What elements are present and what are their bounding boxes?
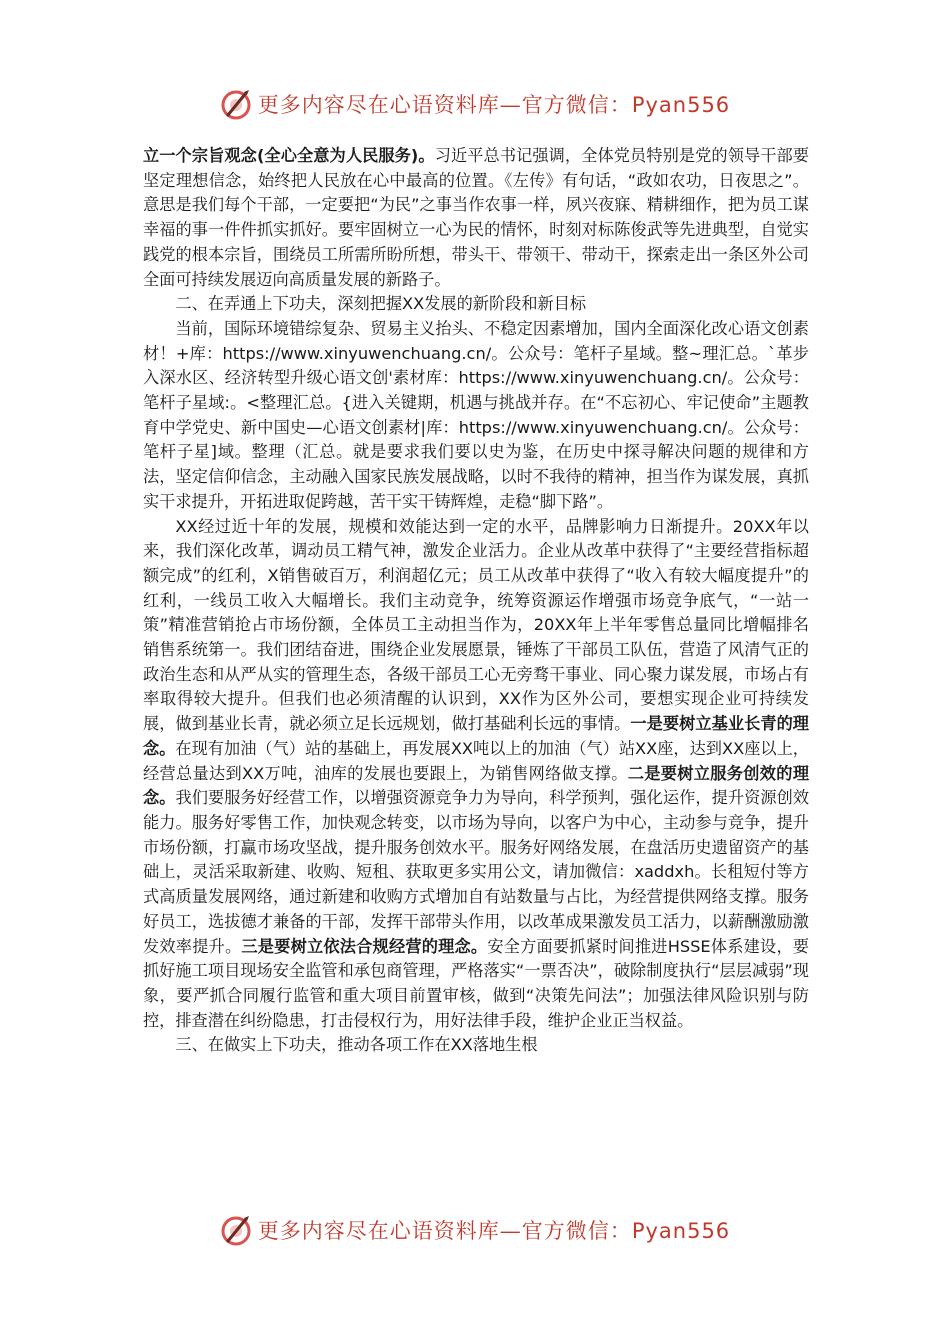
banner-text: 更多内容尽在心语资料库—官方微信：Pyan556 (257, 93, 731, 117)
text-span: 安全方面要抓紧时间推进HSSE体系建设，要抓好施工项目现场安全监管和承包商管理，严格落实“一票否决”，破除制度执行“层层减弱”现象，要严抓合同履行监管和重大项目前置审核，做到“决策先问法”；加强法律风险识别与防控，排查潜在纠纷隐患，打击侵权行为，用好法律手段，维护企业正当权益。 (143, 936, 810, 1030)
text-span: 三、在做实上下功夫，推动各项工作在XX落地生根 (175, 1035, 538, 1055)
bold-text: 一是要树立基业长青的理念。 (143, 714, 809, 758)
paragraph (143, 292, 809, 317)
document-body (143, 144, 809, 1058)
text-span: 当前，国际环境错综复杂、贸易主义抬头、不稳定因素增加，国内全面深化改心语文创素材！+库：https://www.xinyuwenchuang.cn/。公众号：笔杆子星域。整~理汇总。`革步入深水区、经济转型升级心语文创'素材库：https://www.xinyuwenchuang.cn/。公众号：笔杆子星域:。<整理汇总。{进入关键期，机遇与挑战并存。在“不忘初心、牢记使命”主题教育中学党史、新中国史—心语文创素材|库：https://www.xinyuwenchuang.cn/。公众号：笔杆子星]域。整理（汇总。就是要求我们要以史为鉴，在历史中探寻解决问题的规律和方法，坚定信仰信念，主动融入国家民族发展战略，以时不我待的精神，担当作为谋发展，真抓实干求提升，开拓进取促跨越，苦干实干铸辉煌，走稳“脚下路”。 (143, 318, 809, 511)
bold-text: 二是要树立服务创效的理念。 (143, 763, 810, 808)
text-span: 我们要服务好经营工作，以增强资源竞争力为导向，科学预判，强化运作，提升资源创效能力。服务好零售工作，加快观念转变，以市场为导向，以客户为中心，主动参与竞争，提升市场份额，打赢市场攻坚战，提升服务创效水平。服务好网络发展，在盘活历史遗留资产的基础上，灵活采取新建、收购、短租、获取更多实用公文，请加微信：xaddxh。长租短付等方式高质量发展网络，通过新建和收购方式增加自有站数量与占比，为经营提供网络支撑。服务好员工，选拔德才兼备的干部，发挥干部带头作用，以改革成果激发员工活力，以薪酬激励激发效率提升。 (143, 788, 810, 956)
paragraph (143, 1033, 809, 1058)
text-span: 二、在弄通上下功夫，深刻把握XX发展的新阶段和新目标 (175, 294, 587, 314)
bold-text: 三是要树立依法合规经营的理念。 (241, 936, 488, 956)
bold-text: 立一个宗旨观念(全心全意为人民服务)。 (143, 146, 435, 165)
footer-banner (0, 1210, 950, 1250)
banner-text: 更多内容尽在心语资料库—官方微信：Pyan556 (257, 1219, 731, 1243)
wechat-id: Pyan556 (631, 93, 731, 117)
text-span: 习近平总书记强调，全体党员特别是党的领导干部要坚定理想信念，始终把人民放在心中最高的位置。《左传》有句话，“政如农功，日夜思之”。意思是我们每个干部，一定要把“为民”之事当作农事一样，夙兴夜寐、精耕细作，把为员工谋幸福的事一件件抓实抓好。要牢固树立一心为民的情怀，时刻对标陈俊武等先进典型，自觉实践党的根本宗旨，围绕员工所需所盼所想，带头干、带领干、带动干，探索走出一条区外公司全面可持续发展迈向高质量发展的新路子。 (143, 146, 810, 289)
header-banner (0, 84, 950, 124)
logo-icon (220, 87, 254, 121)
wechat-id: Pyan556 (631, 1219, 731, 1243)
text-span: 在现有加油（气）站的基础上，再发展XX吨以上的加油（气）站XX座，达到XX座以上，经营总量达到XX万吨，油库的发展也要跟上，为销售网络做支撑。 (143, 738, 809, 783)
paragraph (143, 144, 809, 292)
paragraph (143, 515, 809, 1034)
paragraph (143, 317, 809, 515)
logo-icon (220, 1213, 254, 1247)
text-span: XX经过近十年的发展，规模和效能达到一定的水平，品牌影响力日渐提升。20XX年以来，我们深化改革，调动员工精气神，激发企业活力。企业从改革中获得了“主要经营指标超额完成”的红利，X销售破百万，利润超亿元；员工从改革中获得了“收入有较大幅度提升”的红利，一线员工收入大幅增长。我们主动竞争，统筹资源运作增强市场竞争底气，“一站一策”精准营销抢占市场份额，全体员工主动担当作为，20XX年上半年零售总量同比增幅排名销售系统第一。我们团结奋进，围绕企业发展愿景，锤炼了干部员工队伍，营造了风清气正的政治生态和从严从实的管理生态，各级干部员工心无旁骛干事业、同心聚力谋发展，市场占有率取得较大提升。但我们也必须清醒的认识到，XX作为区外公司，要想实现企业可持续发展，做到基业长青，就必须立足长远规划，做打基础利长远的事情。 (143, 516, 809, 734)
